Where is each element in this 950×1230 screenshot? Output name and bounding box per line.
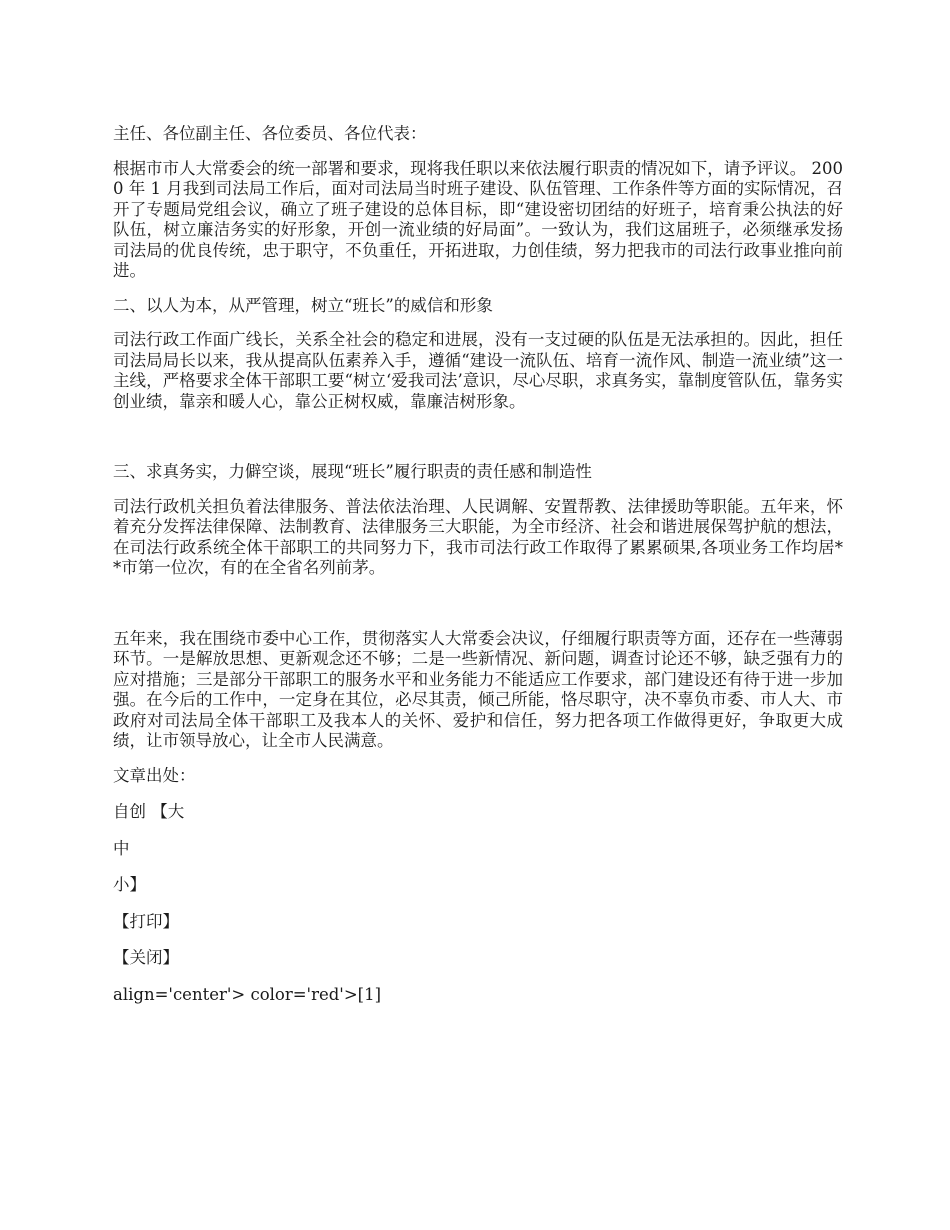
- paragraph-intro: 根据市市人大常委会的统一部署和要求，现将我任职以来依法履行职责的情况如下，请予评议。 2000 年 1 月我到司法局工作后，面对司法局当时班子建设、队伍管理、工作条件等方面的实际情况，召开了专题局党组会议，确立了班子建设的总体目标，即“建设密切团结的好班子，培育秉公执法的好队伍，树立廉洁务实的好形象，开创一流业绩的好局面”。一致认为，我们这届班子，必须继承发扬司法局的优良传统，忠于职守，不负重任，开拓进取，力创佳绩，努力把我市的司法行政事业推向前进。: [113, 158, 843, 280]
- section-heading-2: 二、以人为本，从严管理，树立“班长”的威信和形象: [113, 295, 493, 315]
- font-size-medium-link[interactable]: 中: [113, 838, 130, 858]
- raw-code-text: align='center'> color='red'>[1]: [113, 984, 382, 1004]
- print-link[interactable]: 【打印】: [113, 911, 179, 931]
- spacer: [113, 426, 843, 462]
- source-value: 自创: [113, 802, 146, 821]
- close-link[interactable]: 【关闭】: [113, 948, 179, 967]
- spacer: [113, 593, 843, 629]
- article-body: [113, 124, 843, 1021]
- font-size-small-link[interactable]: 小】: [113, 875, 146, 894]
- salutation: 主任、各位副主任、各位委员、各位代表：: [113, 124, 427, 143]
- paragraph-section-3: 司法行政机关担负着法律服务、普法依法治理、人民调解、安置帮教、法律援助等职能。五年来，怀着充分发挥法律保障、法制教育、法律服务三大职能，为全市经济、社会和谐进展保驾护航的想法，在司法行政系统全体干部职工的共同努力下，我市司法行政工作取得了累累硕果,各项业务工作均居**市第一位次，有的在全省名列前茅。: [113, 496, 843, 577]
- font-size-large-link[interactable]: 【大: [151, 802, 185, 821]
- paragraph-conclusion: 五年来，我在围绕市委中心工作，贯彻落实人大常委会决议，仔细履行职责等方面，还存在一些薄弱环节。一是解放思想、更新观念还不够；二是一些新情况、新问题，调查讨论还不够，缺乏强有力的应对措施；三是部分干部职工的服务水平和业务能力不能适应工作要求，部门建设还有待于进一步加强。在今后的工作中，一定身在其位，必尽其责，倾己所能，恪尽职守，决不辜负市委、市人大、市政府对司法局全体干部职工及我本人的关怀、爱护和信任，努力把各项工作做得更好，争取更大成绩，让市领导放心，让全市人民满意。: [113, 628, 843, 750]
- source-line: [113, 802, 843, 823]
- paragraph-section-2: 司法行政工作面广线长，关系全社会的稳定和进展，没有一支过硬的队伍是无法承担的。因此，担任司法局局长以来，我从提高队伍素养入手，遵循“建设一流队伍、培育一流作风、制造一流业绩”这一主线，严格要求全体干部职工要“树立‘爱我司法’意识，尽心尽职，求真务实，靠制度管队伍，靠务实创业绩，靠亲和暖人心，靠公正树权威，靠廉洁树形象。: [113, 330, 843, 411]
- source-label: 文章出处：: [113, 765, 196, 785]
- section-heading-3: 三、求真务实，力僻空谈，展现“班长”履行职责的责任感和制造性: [113, 462, 592, 481]
